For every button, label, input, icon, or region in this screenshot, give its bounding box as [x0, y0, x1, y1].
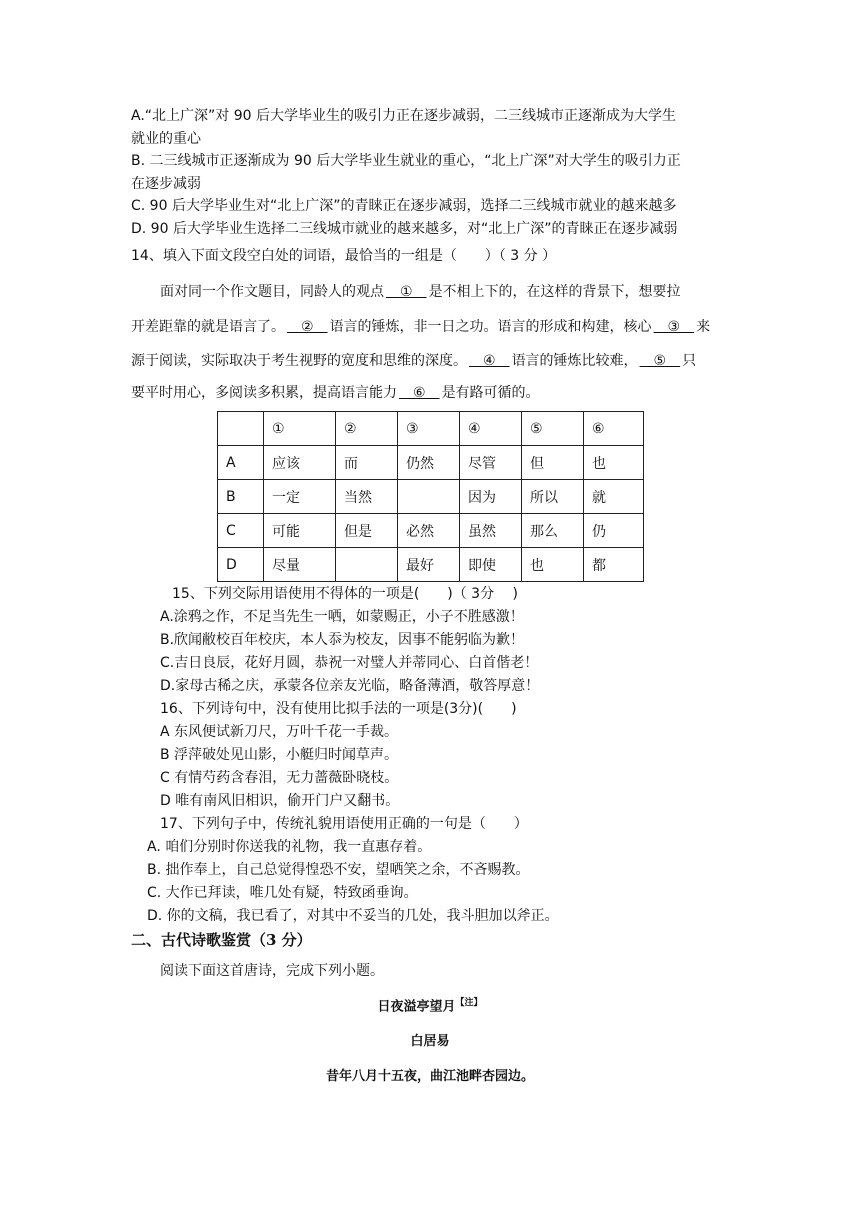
table-row [218, 548, 644, 582]
poem-title-note: 【注】 [455, 998, 483, 1008]
blank-2: ② [287, 319, 328, 335]
table-cell: 一定 [264, 480, 336, 514]
table-cell: ② [336, 412, 398, 446]
table-cell [218, 412, 264, 446]
q15-stem: 15、下列交际用语使用不得体的一项是( )（ 3分 ) [172, 586, 519, 602]
table-cell: 可能 [264, 514, 336, 548]
table-cell: 仍 [584, 514, 644, 548]
table-cell: 那么 [522, 514, 584, 548]
table-row [218, 514, 644, 548]
passage-text: 来 [696, 319, 711, 335]
table-cell: B [218, 480, 264, 514]
poem-author: 白居易 [410, 1034, 450, 1049]
q17-option-c: C. 大作已拜读，唯几处有疑，特致函垂询。 [147, 885, 418, 901]
q14-passage-line2 [131, 317, 710, 337]
table-cell: 但是 [336, 514, 398, 548]
q14-passage-line4 [131, 383, 540, 403]
q17-stem: 17、下列句子中，传统礼貌用语使用正确的一句是（ ） [160, 816, 528, 832]
passage-text: 面对同一个作文题目，同龄人的观点 [160, 284, 384, 300]
blank-1: ① [386, 284, 427, 300]
table-row [218, 446, 644, 480]
blank-5: ⑤ [639, 353, 681, 369]
table-cell: ④ [460, 412, 522, 446]
passage-text: 要平时用心，多阅读多积累，提高语言能力 [131, 385, 397, 401]
table-cell: 最好 [398, 548, 460, 582]
passage-text: 语言的锤炼比较难， [511, 353, 638, 369]
blank-4: ④ [469, 353, 510, 369]
q17-option-b: B. 拙作奉上，自己总觉得惶恐不安，望哂笑之余，不吝赐教。 [147, 862, 530, 878]
table-cell: 因为 [460, 480, 522, 514]
passage-text: 语言的锤炼，非一日之功。语言的形成和构建，核心 [329, 319, 652, 335]
blank-3: ③ [653, 319, 695, 335]
table-cell: C [218, 514, 264, 548]
table-cell: 而 [336, 446, 398, 480]
table-cell: 必然 [398, 514, 460, 548]
table-cell: 尽量 [264, 548, 336, 582]
q15-option-a: A.涂鸦之作，不足当先生一哂，如蒙赐正，小子不胜感激！ [160, 609, 524, 625]
q14-options-table [217, 411, 644, 582]
q16-stem: 16、下列诗句中，没有使用比拟手法的一项是(3分)( ) [160, 701, 517, 717]
table-cell: ⑥ [584, 412, 644, 446]
q14-passage-line1 [160, 282, 681, 302]
section-heading: 二、古代诗歌鉴赏（3 分） [131, 931, 312, 949]
q13-option-c: C. 90 后大学毕业生对“北上广深”的青睐正在逐步减弱，选择二三线城市就业的越来越多 [131, 198, 677, 214]
table-cell: 尽管 [460, 446, 522, 480]
table-cell: 但 [522, 446, 584, 480]
q13-option-b-line1: B. 二三线城市正逐渐成为 90 后大学毕业生就业的重心，“北上广深”对大学生的吸引力正 [131, 153, 681, 169]
table-cell [398, 480, 460, 514]
q16-option-b: B 浮萍破处见山影，小艇归时闻草声。 [160, 747, 399, 763]
table-cell: 所以 [522, 480, 584, 514]
table-cell: 也 [584, 446, 644, 480]
passage-text: 是不相上下的，在这样的背景下，想要拉 [428, 284, 681, 300]
poem-title [0, 995, 860, 1014]
table-cell: 应该 [264, 446, 336, 480]
table-cell: A [218, 446, 264, 480]
q13-option-d: D. 90 后大学毕业生选择二三线城市就业的越来越多，对“北上广深”的青睐正在逐步减弱 [131, 221, 678, 237]
q14-passage-line3 [131, 351, 696, 371]
table-cell: ③ [398, 412, 460, 446]
q17-option-a: A. 咱们分别时你送我的礼物，我一直惠存着。 [147, 839, 432, 855]
q15-option-b: B.欣闻敝校百年校庆，本人忝为校友，因事不能躬临为歉！ [160, 632, 525, 648]
table-row [218, 480, 644, 514]
poem-line: 昔年八月十五夜，曲江池畔杏园边。 [325, 1069, 534, 1084]
q16-option-d: D 唯有南风旧相识，偷开门户又翻书。 [160, 793, 400, 809]
table-cell: ① [264, 412, 336, 446]
blank-6: ⑥ [399, 385, 440, 401]
q17-option-d: D. 你的文稿，我已看了，对其中不妥当的几处，我斗胆加以斧正。 [147, 908, 559, 924]
table-cell: 仍然 [398, 446, 460, 480]
q14-stem: 14、填入下面文段空白处的词语，最恰当的一组是（ ）（ 3 分 ） [131, 248, 557, 264]
passage-text: 是有路可循的。 [441, 385, 540, 401]
passage-text: 源于阅读，实际取决于考生视野的宽度和思维的深度。 [131, 353, 467, 369]
q16-option-c: C 有情芍药含春泪，无力蔷薇卧晓枝。 [160, 770, 399, 786]
q13-option-a-line1: A.“北上广深”对 90 后大学毕业生的吸引力正在逐步减弱，二三线城市正逐渐成为大学生 [131, 108, 676, 124]
poem-title-text: 日夜溢亭望月 [377, 999, 456, 1015]
q13-option-b-line2: 在逐步减弱 [131, 176, 201, 192]
table-cell: 就 [584, 480, 644, 514]
section-intro: 阅读下面这首唐诗，完成下列小题。 [160, 963, 384, 979]
q16-option-a: A 东风便试新刀尺，万叶千花一手裁。 [160, 724, 399, 740]
passage-text: 开差距靠的就是语言了。 [131, 319, 285, 335]
table-cell: 虽然 [460, 514, 522, 548]
table-header-row [218, 412, 644, 446]
q13-option-a-line2: 就业的重心 [131, 131, 201, 147]
table-cell: 即使 [460, 548, 522, 582]
q15-option-c: C.吉日良辰，花好月圆，恭祝一对璧人并蒂同心、白首偕老！ [160, 655, 539, 671]
table-cell: 当然 [336, 480, 398, 514]
table-cell: ⑤ [522, 412, 584, 446]
table-cell: 也 [522, 548, 584, 582]
table-cell: D [218, 548, 264, 582]
table-cell: 都 [584, 548, 644, 582]
table-cell [336, 548, 398, 582]
q15-option-d: D.家母古稀之庆，承蒙各位亲友光临，略备薄酒，敬答厚意！ [160, 678, 540, 694]
passage-text: 只 [682, 353, 697, 369]
